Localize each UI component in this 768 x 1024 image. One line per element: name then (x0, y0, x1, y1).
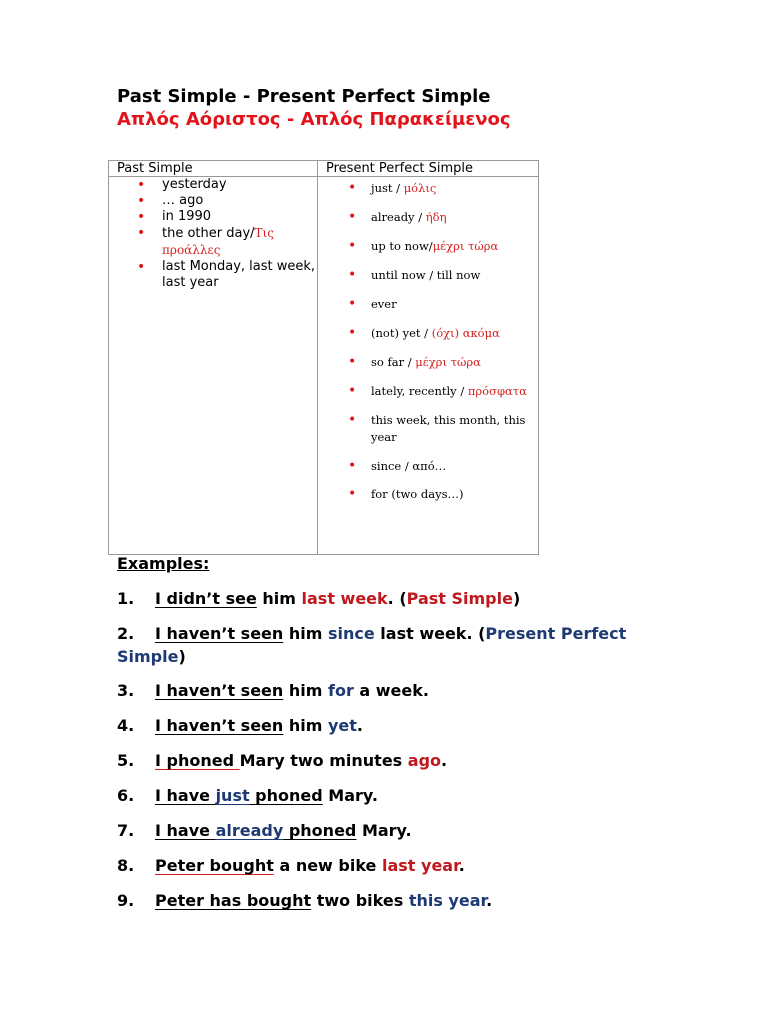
present-perfect-header: Present Perfect Simple (318, 161, 539, 177)
example-1: 1. I didn’t see him last week. (Past Simple) (117, 589, 521, 608)
examples-heading: Examples: (117, 554, 210, 573)
list-item: • so far / μέχρι τώρα (348, 354, 538, 371)
list-item: • lately, recently / πρόσφατα (348, 383, 538, 400)
list-item: • the other day/Τις προάλλες (137, 225, 317, 259)
example-8: 8. Peter bought a new bike last year. (117, 856, 465, 875)
example-9: 9. Peter has bought two bikes this year. (117, 891, 493, 910)
list-item: • up to now/μέχρι τώρα (348, 238, 538, 255)
list-item: • just / μόλις (348, 180, 538, 197)
past-simple-header: Past Simple (109, 161, 318, 177)
list-item: • in 1990 (137, 209, 317, 225)
list-item: • yesterday (137, 177, 317, 193)
page-title: Past Simple - Present Perfect Simple (117, 86, 491, 107)
example-6: 6. I have just phoned Mary. (117, 786, 378, 805)
example-7: 7. I have already phoned Mary. (117, 821, 412, 840)
list-item: • … ago (137, 193, 317, 209)
list-item: • ever (348, 296, 538, 313)
list-item: • for (two days…) (348, 486, 538, 503)
list-item: • until now / till now (348, 267, 538, 284)
example-3: 3. I haven’t seen him for a week. (117, 681, 429, 700)
list-item: • already / ήδη (348, 209, 538, 226)
past-simple-column (109, 177, 318, 555)
list-item: • since / από… (348, 458, 538, 475)
list-item: • this week, this month, this year (348, 412, 538, 446)
example-2: 2. I haven’t seen him since last week. (Present Perfect Simple) (117, 624, 627, 666)
present-perfect-column (318, 177, 539, 555)
comparison-table (108, 160, 539, 555)
example-5: 5. I phoned Mary two minutes ago. (117, 751, 448, 770)
page-subtitle-greek: Απλός Αόριστος - Απλός Παρακείμενος (117, 109, 511, 130)
list-item: • last Monday, last week, last year (137, 259, 317, 291)
example-4: 4. I haven’t seen him yet. (117, 716, 363, 735)
list-item: • (not) yet / (όχι) ακόμα (348, 325, 538, 342)
